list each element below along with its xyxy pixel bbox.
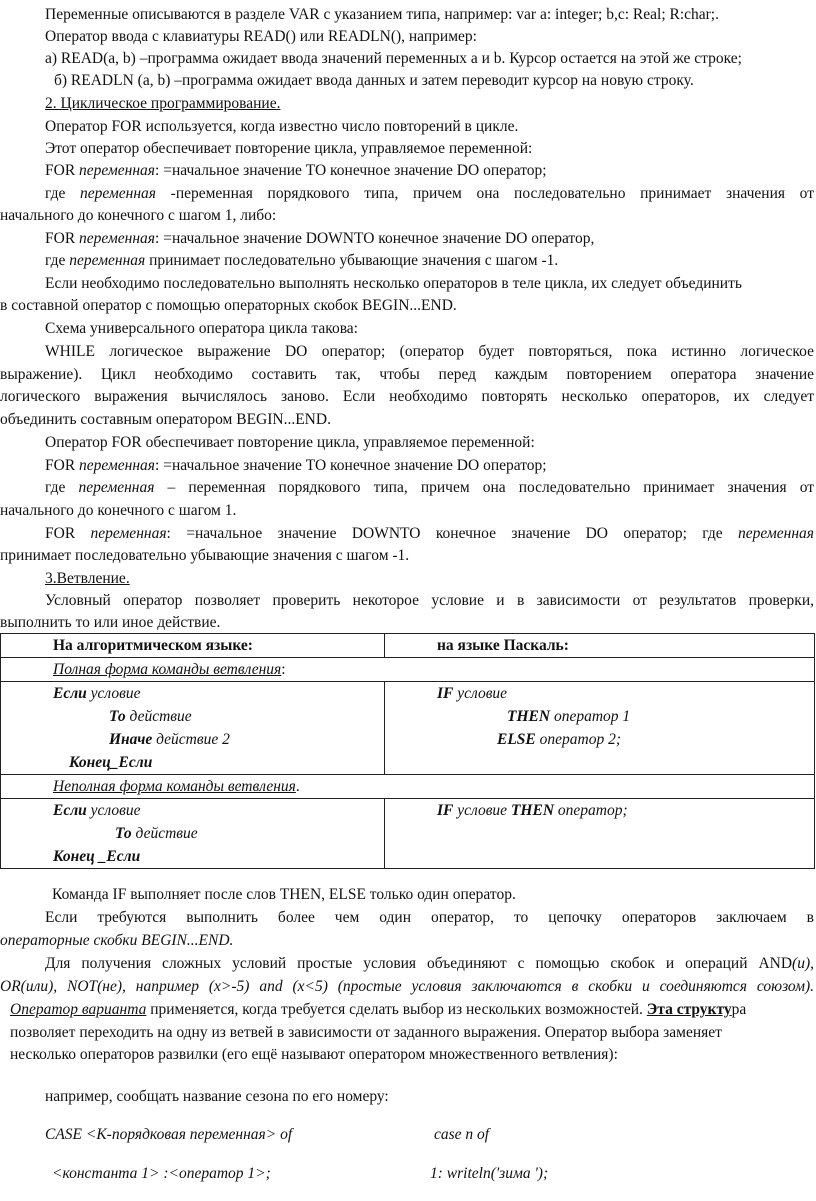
algorithmic-full-cell: Если условие То действие Иначе действие 2 Конец_Если [1, 682, 385, 775]
table-header-row [1, 634, 815, 658]
text-line: Условный оператор позволяет проверить некоторое условие и в зависимости от результатов проверки, [45, 592, 814, 609]
text-line: б) READLN (a, b) –программа ожидает ввода данных и затем переводит курсор на новую строку. [54, 72, 694, 89]
table-header-cell: На алгоритмическом языке: [1, 634, 385, 658]
text-line: WHILE логическое выражение DO оператор; (оператор будет повторяться, пока истинно логическое [45, 343, 814, 360]
table-row [1, 658, 815, 682]
text-line: а) READ(a, b) –программа ожидает ввода значений переменных а и b. Курсор остается на этой же строке; [45, 50, 742, 67]
text-line: Оператор ввода с клавиатуры READ() или READLN(), например: [45, 28, 477, 45]
text-line: где переменная принимает последовательно убывающие значения с шагом -1. [45, 252, 559, 269]
table-header-cell: на языке Паскаль: [385, 634, 815, 658]
text-line: OR(или), NOT(не), например (x>-5) and (x<5) (простые условия заключаются в скобки и соединяются союзом). [0, 978, 814, 995]
pascal-partial-cell: IF условие THEN оператор; [385, 799, 815, 869]
text-line: FOR переменная: =начальное значение TO конечное значение DO оператор; [45, 457, 547, 474]
algorithmic-partial-cell: Если условие То действие Конец _Если [1, 799, 385, 869]
text-line: Для получения сложных условий простые условия объединяют с помощью скобок и операций AND(u), [45, 955, 814, 972]
table-row [1, 775, 815, 799]
text-line: Команда IF выполняет после слов THEN, ELSE только один оператор. [52, 886, 516, 903]
text-line: логического выражения вычислялось заново. Если необходимо повторять несколько операторов, их следует [0, 388, 814, 405]
text-line: несколько операторов развилки (его ещё называют оператором множественного ветвления): [10, 1046, 618, 1063]
text-line: FOR переменная: =начальное значение DOWNTO конечное значение DO оператор; где переменная [45, 525, 814, 542]
section-heading-cycles: 2. Циклическое программирование. [45, 95, 281, 112]
text-line: Если необходимо последовательно выполнять несколько операторов в теле цикла, их следует объединить [45, 275, 742, 292]
text-line: где переменная – переменная порядкового типа, причем она последовательно принимает значения от [45, 479, 815, 496]
text-line: FOR переменная: =начальное значение TO конечное значение DO оператор; [45, 162, 547, 179]
partial-form-caption: Неполная форма команды ветвления. [1, 775, 815, 799]
branching-comparison-table [0, 633, 815, 869]
pascal-full-cell: IF условие THEN оператор 1 ELSE оператор 2; [385, 682, 815, 775]
text-line: Оператор варианта применяется, когда требуется сделать выбор из нескольких возможностей. Эта структура [10, 1001, 747, 1018]
text-line: принимает последовательно убывающие значения с шагом -1. [0, 547, 410, 564]
text-line: Этот оператор обеспечивает повторение цикла, управляемое переменной: [45, 140, 533, 157]
text-line: начального до конечного с шагом 1, либо: [0, 207, 277, 224]
text-line: например, сообщать название сезона по его номеру: [45, 1088, 389, 1105]
code-line-case-pascal: case n of [434, 1126, 490, 1143]
text-line: Оператор FOR обеспечивает повторение цикла, управляемое переменной: [45, 434, 535, 451]
text-line: Если требуются выполнить более чем один оператор, то цепочку операторов заключаем в [45, 909, 814, 926]
table-row [1, 682, 815, 775]
text-line: Схема универсального оператора цикла такова: [45, 320, 358, 337]
full-form-caption: Полная форма команды ветвления: [1, 658, 815, 682]
text-line: начального до конечного с шагом 1. [0, 502, 237, 519]
code-line-const-pascal: 1: writeln('зима '); [430, 1165, 549, 1182]
code-line-const-algorithmic: <константа 1> :<оператор 1>; [52, 1165, 271, 1182]
code-line-case-algorithmic: CASE <К-порядковая переменная> of [45, 1126, 293, 1143]
text-line: где переменная -переменная порядкового типа, причем она последовательно принимает значения от [45, 185, 814, 202]
text-line: операторные скобки BEGIN...END. [0, 932, 234, 949]
text-line: FOR переменная: =начальное значение DOWNTO конечное значение DO оператор, [45, 230, 595, 247]
table-row [1, 799, 815, 869]
text-line: выражение). Цикл необходимо составить так, чтобы перед каждым повторением оператора значение [0, 366, 814, 383]
text-line: объединить составным оператором BEGIN...END. [0, 411, 331, 428]
text-line: выполнить то или иное действие. [0, 614, 221, 631]
text-line: Оператор FOR используется, когда известно число повторений в цикле. [45, 118, 519, 135]
section-heading-branching: 3.Ветвление. [45, 570, 130, 587]
text-line: Переменные описываются в разделе VAR с указанием типа, например: var a: integer; b,c: Real; R:char;. [45, 6, 719, 23]
text-line: в составной оператор с помощью операторных скобок BEGIN...END. [0, 297, 457, 314]
text-line: позволяет переходить на одну из ветвей в зависимости от заданного выражения. Оператор выбора заменяет [10, 1024, 722, 1041]
